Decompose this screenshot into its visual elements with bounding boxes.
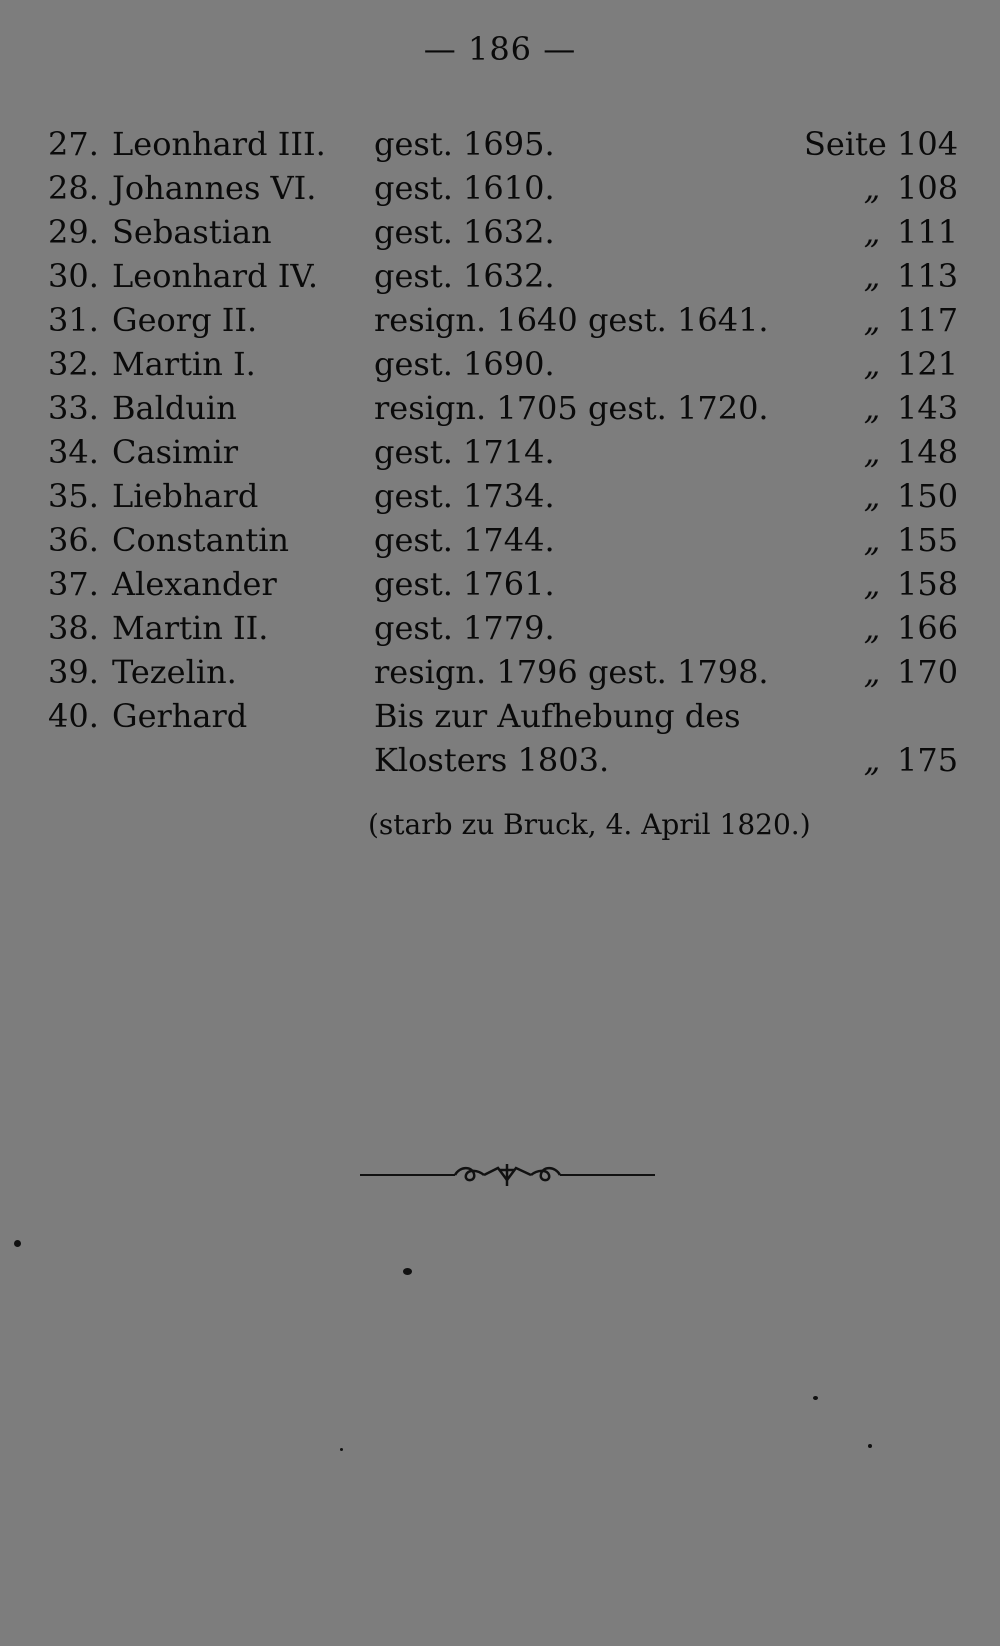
ditto-mark: „ — [863, 169, 881, 207]
list-item — [0, 298, 1000, 342]
ditto-mark: „ — [863, 257, 881, 295]
entry-name: Liebhard — [112, 477, 259, 515]
entry-number: 40. — [48, 697, 99, 735]
entry-number: 29. — [48, 213, 99, 251]
entry-dates: gest. 1761. — [374, 565, 555, 603]
page-ref-number: 143 — [897, 389, 959, 427]
entry-dates: gest. 1690. — [374, 345, 555, 383]
entry-dates: gest. 1632. — [374, 213, 555, 251]
entry-name: Martin II. — [112, 609, 269, 647]
entry-dates: Bis zur Aufhebung des — [374, 697, 741, 735]
entry-dates: resign. 1796 gest. 1798. — [374, 653, 769, 691]
entry-page-ref — [847, 386, 959, 430]
list-item — [0, 474, 1000, 518]
page-ref-number: 104 — [897, 125, 959, 163]
entry-name: Leonhard III. — [112, 125, 326, 163]
entry-dates: gest. 1610. — [374, 169, 555, 207]
entry-number: 35. — [48, 477, 99, 515]
page-ref-number: 158 — [897, 565, 959, 603]
list-item — [0, 606, 1000, 650]
ditto-mark: „ — [863, 741, 881, 779]
entry-number: 38. — [48, 609, 99, 647]
ink-speck — [14, 1240, 21, 1247]
entry-dates: gest. 1779. — [374, 609, 555, 647]
entry-dates-continued: Klosters 1803. — [374, 741, 610, 779]
entry-page-ref — [847, 342, 959, 386]
list-item — [0, 210, 1000, 254]
entry-number: 33. — [48, 389, 99, 427]
ditto-mark: „ — [863, 477, 881, 515]
ditto-mark: „ — [863, 609, 881, 647]
entry-number: 28. — [48, 169, 99, 207]
entry-page-ref — [847, 254, 959, 298]
ditto-mark: „ — [863, 213, 881, 251]
ditto-mark: „ — [863, 433, 881, 471]
entry-page-ref — [847, 298, 959, 342]
ditto-mark: „ — [863, 653, 881, 691]
page-ref-number: 155 — [897, 521, 959, 559]
entry-dates: resign. 1705 gest. 1720. — [374, 389, 769, 427]
list-item — [0, 386, 1000, 430]
entry-number: 30. — [48, 257, 99, 295]
entry-page-ref — [803, 122, 959, 166]
list-item — [0, 122, 1000, 166]
footnote-death: (starb zu Bruck, 4. April 1820.) — [368, 808, 811, 841]
entry-name: Tezelin. — [112, 653, 237, 691]
entry-name: Gerhard — [112, 697, 248, 735]
list-item — [0, 342, 1000, 386]
entry-number: 39. — [48, 653, 99, 691]
entry-page-ref — [847, 166, 959, 210]
entry-name: Johannes VI. — [112, 169, 317, 207]
page-ref-number: 108 — [897, 169, 959, 207]
list-item — [0, 430, 1000, 474]
entry-page-ref — [847, 650, 959, 694]
ink-speck — [868, 1444, 872, 1448]
list-item — [0, 694, 1000, 738]
list-item — [0, 518, 1000, 562]
list-item — [0, 650, 1000, 694]
entry-number: 32. — [48, 345, 99, 383]
entry-number: 27. — [48, 125, 99, 163]
ditto-mark: „ — [863, 521, 881, 559]
page-ref-number: 166 — [897, 609, 959, 647]
page-ref-number: 170 — [897, 653, 959, 691]
entry-name: Georg II. — [112, 301, 258, 339]
ink-speck — [340, 1448, 343, 1451]
entry-name: Casimir — [112, 433, 239, 471]
entry-name: Leonhard IV. — [112, 257, 319, 295]
entry-page-ref — [847, 518, 959, 562]
entry-page-ref — [847, 474, 959, 518]
entry-name: Alexander — [112, 565, 277, 603]
entry-number: 36. — [48, 521, 99, 559]
ink-speck — [403, 1268, 412, 1275]
entry-number: 31. — [48, 301, 99, 339]
ditto-mark: „ — [863, 301, 881, 339]
entry-page-ref — [847, 430, 959, 474]
ditto-mark: „ — [863, 345, 881, 383]
entry-dates: gest. 1695. — [374, 125, 555, 163]
ink-speck — [813, 1396, 818, 1400]
entry-page-ref — [847, 562, 959, 606]
entry-name: Martin I. — [112, 345, 256, 383]
entry-page-ref — [847, 738, 959, 782]
entry-dates: gest. 1744. — [374, 521, 555, 559]
entry-name: Balduin — [112, 389, 237, 427]
page-ref-number: 117 — [897, 301, 959, 339]
ditto-mark: „ — [863, 565, 881, 603]
page-ref-number: 113 — [897, 257, 959, 295]
page-number: — 186 — — [423, 30, 577, 68]
entry-dates: gest. 1632. — [374, 257, 555, 295]
entry-page-ref — [847, 606, 959, 650]
list-item — [0, 738, 1000, 782]
entry-dates: gest. 1734. — [374, 477, 555, 515]
page-ref-number: 111 — [897, 213, 959, 251]
entry-name: Constantin — [112, 521, 290, 559]
page-ref-number: 150 — [897, 477, 959, 515]
page-ref-number: 148 — [897, 433, 959, 471]
list-item — [0, 254, 1000, 298]
page-ref-number: 175 — [897, 741, 959, 779]
entry-dates: gest. 1714. — [374, 433, 555, 471]
entry-number: 34. — [48, 433, 99, 471]
entry-page-ref — [847, 210, 959, 254]
ditto-mark: „ — [863, 389, 881, 427]
entry-dates: resign. 1640 gest. 1641. — [374, 301, 769, 339]
entry-name: Sebastian — [112, 213, 272, 251]
page-ref-label: Seite — [803, 125, 887, 163]
page-ref-number: 121 — [897, 345, 959, 383]
entry-number: 37. — [48, 565, 99, 603]
list-item — [0, 166, 1000, 210]
list-item — [0, 562, 1000, 606]
fleuron-ornament-icon — [360, 1160, 655, 1190]
